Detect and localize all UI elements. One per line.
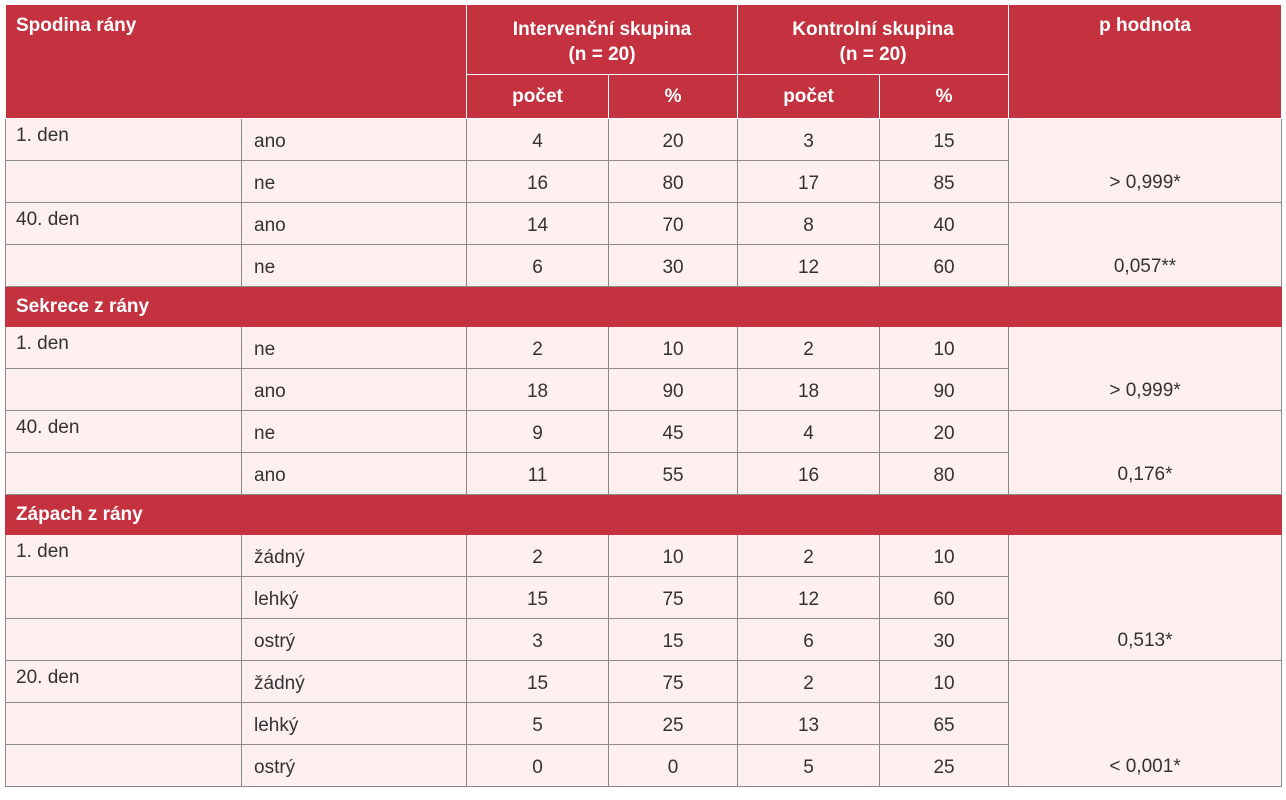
- header-control-percent: %: [880, 75, 1009, 119]
- control-percent-cell: 20: [880, 411, 1009, 453]
- control-percent-cell: 10: [880, 535, 1009, 577]
- intervention-count-cell: 15: [467, 577, 609, 619]
- day-cell: 40. den: [6, 203, 242, 245]
- header-intervention-n: (n = 20): [568, 44, 636, 65]
- control-count-cell: 12: [738, 577, 880, 619]
- day-cell: [6, 745, 242, 787]
- intervention-percent-cell: 80: [609, 161, 738, 203]
- intervention-count-cell: 11: [467, 453, 609, 495]
- intervention-percent-cell: 0: [609, 745, 738, 787]
- header-control-group: [738, 5, 1009, 75]
- p-value-cell: 0,176*: [1009, 411, 1282, 495]
- intervention-count-cell: 14: [467, 203, 609, 245]
- control-percent-cell: 80: [880, 453, 1009, 495]
- day-cell: [6, 161, 242, 203]
- intervention-count-cell: 15: [467, 661, 609, 703]
- table-row: [6, 203, 1282, 245]
- p-value-cell: > 0,999*: [1009, 327, 1282, 411]
- section-header-row: [6, 495, 1282, 535]
- intervention-count-cell: 5: [467, 703, 609, 745]
- table-row: [6, 661, 1282, 703]
- control-count-cell: 5: [738, 745, 880, 787]
- intervention-percent-cell: 70: [609, 203, 738, 245]
- header-control-label: Kontrolní skupina: [792, 19, 954, 40]
- day-cell: [6, 577, 242, 619]
- control-count-cell: 2: [738, 535, 880, 577]
- control-count-cell: 12: [738, 245, 880, 287]
- p-value-cell: 0,513*: [1009, 535, 1282, 661]
- header-p-value: p hodnota: [1009, 5, 1282, 119]
- category-cell: lehký: [242, 577, 467, 619]
- day-cell: [6, 245, 242, 287]
- category-cell: ne: [242, 327, 467, 369]
- intervention-percent-cell: 75: [609, 577, 738, 619]
- control-count-cell: 16: [738, 453, 880, 495]
- control-count-cell: 13: [738, 703, 880, 745]
- table-row: [6, 119, 1282, 161]
- intervention-count-cell: 0: [467, 745, 609, 787]
- control-percent-cell: 65: [880, 703, 1009, 745]
- day-cell: 40. den: [6, 411, 242, 453]
- header-control-count: počet: [738, 75, 880, 119]
- intervention-count-cell: 18: [467, 369, 609, 411]
- p-value-cell: < 0,001*: [1009, 661, 1282, 787]
- day-cell: 1. den: [6, 119, 242, 161]
- table-header: [6, 5, 1282, 119]
- table-row: [6, 327, 1282, 369]
- table-row: [6, 535, 1282, 577]
- control-count-cell: 17: [738, 161, 880, 203]
- control-percent-cell: 60: [880, 577, 1009, 619]
- control-count-cell: 3: [738, 119, 880, 161]
- p-value-cell: > 0,999*: [1009, 119, 1282, 203]
- intervention-percent-cell: 20: [609, 119, 738, 161]
- control-count-cell: 4: [738, 411, 880, 453]
- header-intervention-count: počet: [467, 75, 609, 119]
- day-cell: 1. den: [6, 327, 242, 369]
- p-value-cell: 0,057**: [1009, 203, 1282, 287]
- category-cell: ano: [242, 369, 467, 411]
- day-cell: [6, 453, 242, 495]
- intervention-percent-cell: 10: [609, 535, 738, 577]
- category-cell: ne: [242, 245, 467, 287]
- table-row: [6, 411, 1282, 453]
- intervention-count-cell: 6: [467, 245, 609, 287]
- control-count-cell: 8: [738, 203, 880, 245]
- control-percent-cell: 60: [880, 245, 1009, 287]
- category-cell: ne: [242, 161, 467, 203]
- header-intervention-group: [467, 5, 738, 75]
- section-header-row: [6, 287, 1282, 327]
- intervention-percent-cell: 15: [609, 619, 738, 661]
- control-percent-cell: 10: [880, 661, 1009, 703]
- header-intervention-percent: %: [609, 75, 738, 119]
- category-cell: ano: [242, 119, 467, 161]
- header-spodina-rany: Spodina rány: [6, 5, 467, 119]
- section-title: Zápach z rány: [6, 495, 1282, 535]
- control-count-cell: 2: [738, 661, 880, 703]
- category-cell: ostrý: [242, 619, 467, 661]
- category-cell: ostrý: [242, 745, 467, 787]
- control-percent-cell: 15: [880, 119, 1009, 161]
- intervention-count-cell: 3: [467, 619, 609, 661]
- category-cell: ano: [242, 203, 467, 245]
- intervention-count-cell: 16: [467, 161, 609, 203]
- day-cell: [6, 703, 242, 745]
- control-count-cell: 2: [738, 327, 880, 369]
- intervention-percent-cell: 75: [609, 661, 738, 703]
- category-cell: ne: [242, 411, 467, 453]
- control-percent-cell: 10: [880, 327, 1009, 369]
- control-count-cell: 18: [738, 369, 880, 411]
- intervention-count-cell: 2: [467, 327, 609, 369]
- section-title: Sekrece z rány: [6, 287, 1282, 327]
- intervention-percent-cell: 25: [609, 703, 738, 745]
- control-percent-cell: 25: [880, 745, 1009, 787]
- intervention-percent-cell: 45: [609, 411, 738, 453]
- control-percent-cell: 90: [880, 369, 1009, 411]
- intervention-count-cell: 4: [467, 119, 609, 161]
- intervention-percent-cell: 30: [609, 245, 738, 287]
- header-intervention-label: Intervenční skupina: [512, 19, 692, 40]
- category-cell: žádný: [242, 661, 467, 703]
- category-cell: ano: [242, 453, 467, 495]
- table-body: [6, 119, 1282, 787]
- intervention-percent-cell: 90: [609, 369, 738, 411]
- category-cell: žádný: [242, 535, 467, 577]
- intervention-count-cell: 9: [467, 411, 609, 453]
- control-percent-cell: 30: [880, 619, 1009, 661]
- intervention-percent-cell: 10: [609, 327, 738, 369]
- day-cell: 20. den: [6, 661, 242, 703]
- intervention-count-cell: 2: [467, 535, 609, 577]
- day-cell: [6, 369, 242, 411]
- day-cell: 1. den: [6, 535, 242, 577]
- category-cell: lehký: [242, 703, 467, 745]
- day-cell: [6, 619, 242, 661]
- header-control-n: (n = 20): [839, 44, 907, 65]
- intervention-percent-cell: 55: [609, 453, 738, 495]
- results-table: [5, 4, 1282, 787]
- control-count-cell: 6: [738, 619, 880, 661]
- control-percent-cell: 40: [880, 203, 1009, 245]
- control-percent-cell: 85: [880, 161, 1009, 203]
